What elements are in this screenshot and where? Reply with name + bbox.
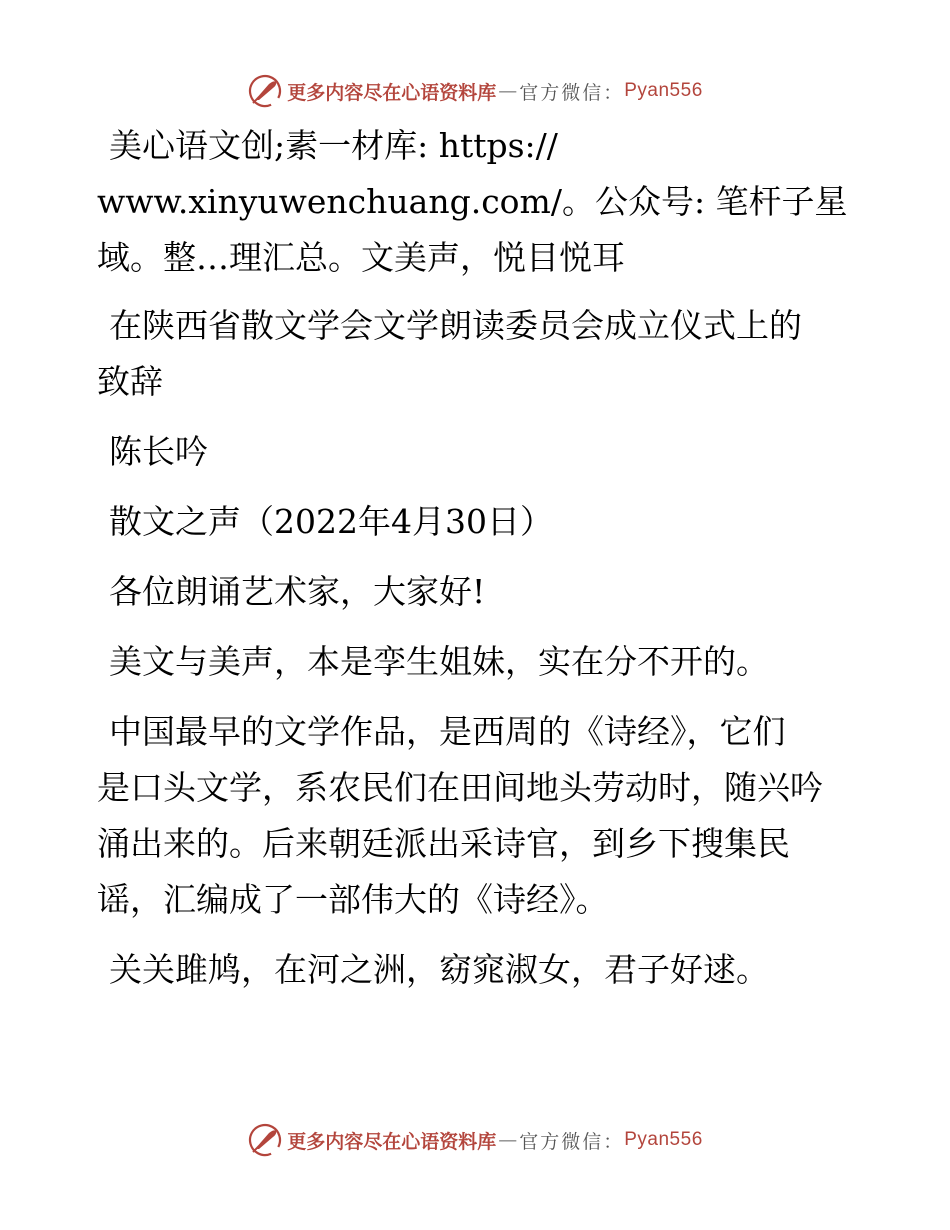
- source-line-2: www.xinyuwenchuang.com/。公众号: 笔杆子星: [97, 182, 848, 221]
- banner-separator: —: [498, 80, 518, 102]
- banner-wechat-label: 官方微信：: [519, 81, 625, 104]
- banner-wechat-id: Pyan556: [624, 80, 703, 101]
- banner-separator: —: [498, 1129, 518, 1151]
- header-banner: [0, 71, 950, 111]
- banner-title: 更多内容尽在心语资料库: [287, 1130, 497, 1153]
- author: 陈长吟: [109, 432, 208, 471]
- footer-banner: [0, 1120, 950, 1160]
- quote-line: 关关雎鸠，在河之洲，窈窕淑女，君子好逑。: [109, 950, 769, 989]
- paragraph-2-line-4: 谣，汇编成了一部伟大的《诗经》。: [97, 880, 609, 919]
- greeting: 各位朗诵艺术家，大家好!: [109, 572, 486, 611]
- quill-pen-circle-icon: [247, 73, 283, 109]
- banner-title: 更多内容尽在心语资料库: [287, 81, 497, 104]
- paragraph-2-line-3: 涌出来的。后来朝廷派出采诗官，到乡下搜集民: [97, 824, 790, 863]
- banner-wechat-id: Pyan556: [624, 1129, 703, 1150]
- source-line-1: 美心语文创;素一材库: https://: [109, 126, 558, 165]
- title-line-2: 致辞: [97, 362, 163, 401]
- title-line-1: 在陕西省散文学会文学朗读委员会成立仪式上的: [109, 306, 802, 345]
- paragraph-1: 美文与美声，本是孪生姐妹，实在分不开的。: [109, 642, 769, 681]
- paragraph-2-line-2: 是口头文学，系农民们在田间地头劳动时，随兴吟: [97, 768, 823, 807]
- banner-wechat-label: 官方微信：: [519, 1130, 625, 1153]
- source-line-3: 域。整…理汇总。文美声，悦目悦耳: [97, 238, 625, 277]
- document-body: [97, 118, 867, 998]
- quill-pen-circle-icon: [247, 1122, 283, 1158]
- paragraph-2-line-1: 中国最早的文学作品，是西周的《诗经》，它们: [109, 712, 786, 751]
- source-date: 散文之声（2022年4月30日）: [109, 502, 553, 541]
